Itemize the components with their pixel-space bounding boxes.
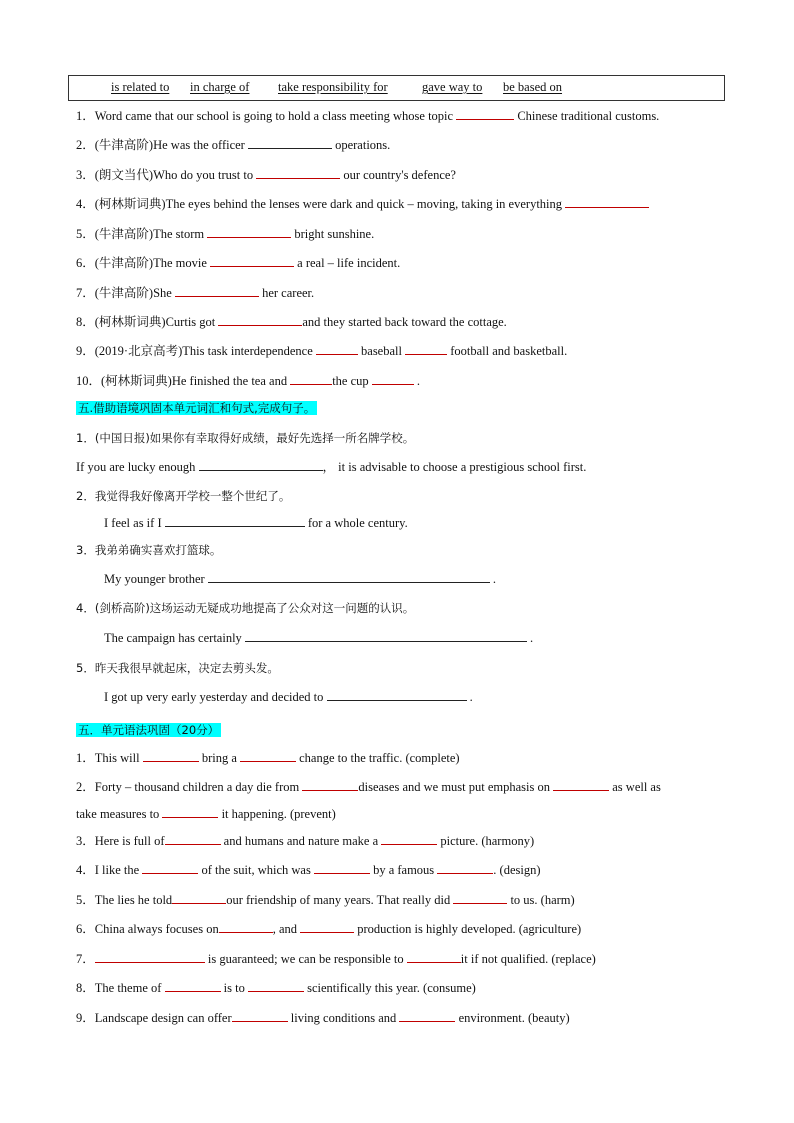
answer-blank[interactable] (553, 778, 609, 791)
answer-blank[interactable] (565, 195, 649, 208)
chinese-prompt: 3．我弟弟确实喜欢打篮球。 (76, 543, 222, 557)
grammar-question: 9．Landscape design can offer living conditions and environment. (beauty) (76, 1011, 570, 1025)
answer-blank[interactable] (143, 749, 199, 762)
grammar-question: 7． is guaranteed; we can be responsible to it if not qualified. (replace) (76, 952, 596, 966)
grammar-question: 1．This will bring a change to the traffic. (complete) (76, 751, 460, 765)
answer-blank[interactable] (302, 778, 358, 791)
chinese-prompt: 5．昨天我很早就起床，决定去剪头发。 (76, 661, 279, 675)
translation-line: I feel as if I for a whole century. (104, 516, 408, 530)
question-line: 5．(牛津高阶)The storm bright sunshine. (76, 227, 375, 241)
answer-blank[interactable] (232, 1009, 288, 1022)
section-heading: 五.借助语境巩固本单元词汇和句式,完成句子。 (78, 401, 316, 415)
answer-blank[interactable] (399, 1009, 455, 1022)
section-heading: 五．单元语法巩固（20分） (78, 723, 220, 737)
answer-blank[interactable] (314, 861, 370, 874)
answer-blank[interactable] (95, 950, 205, 963)
chinese-prompt: 2．我觉得我好像离开学校一整个世纪了。 (76, 489, 291, 503)
grammar-question: 5．The lies he told our friendship of many years. That really did to us. (harm) (76, 893, 575, 907)
grammar-question: 3．Here is full of and humans and nature make a picture. (harmony) (76, 834, 535, 848)
answer-blank[interactable] (407, 950, 461, 963)
word-bank-box (68, 75, 725, 101)
chinese-prompt: 4．(剑桥高阶)这场运动无疑成功地提高了公众对这一问题的认识。 (76, 601, 415, 615)
translation-line: The campaign has certainly . (104, 631, 534, 645)
answer-blank[interactable] (172, 891, 226, 904)
answer-blank[interactable] (165, 832, 221, 845)
answer-blank[interactable] (456, 107, 514, 120)
question-line: 9．(2019·北京高考)This task interdependence baseball football and basketball. (76, 344, 568, 358)
answer-blank[interactable] (219, 920, 273, 933)
answer-blank[interactable] (453, 891, 507, 904)
answer-blank[interactable] (248, 136, 332, 149)
question-line: 4．(柯林斯词典)The eyes behind the lenses were dark and quick – moving, taking in everything (76, 195, 649, 212)
grammar-question: 8．The theme of is to scientifically this year. (consume) (76, 981, 476, 995)
answer-blank[interactable] (256, 166, 340, 179)
translation-line: My younger brother . (104, 572, 497, 586)
answer-blank[interactable] (300, 920, 354, 933)
answer-blank[interactable] (372, 372, 414, 385)
translation-line: If you are lucky enough ， it is advisable to choose a prestigious school first. (76, 460, 587, 474)
grammar-question-continued: take measures to it happening. (prevent) (76, 807, 336, 821)
grammar-question: 4．I like the of the suit, which was by a famous . (design) (76, 863, 541, 877)
answer-blank[interactable] (405, 342, 447, 355)
answer-blank[interactable] (290, 372, 332, 385)
question-line: 10．(柯林斯词典)He finished the tea and the cup . (76, 374, 421, 388)
grammar-question: 6．China always focuses on , and production is highly developed. (agriculture) (76, 922, 582, 936)
answer-blank[interactable] (327, 688, 467, 701)
answer-blank[interactable] (210, 254, 294, 267)
answer-blank[interactable] (175, 284, 259, 297)
answer-blank[interactable] (245, 629, 527, 642)
answer-blank[interactable] (208, 570, 490, 583)
chinese-prompt: 1．(中国日报)如果你有幸取得好成绩，最好先选择一所名牌学校。 (76, 431, 415, 445)
word-bank-phrase: in charge of (190, 80, 250, 94)
word-bank-phrase: is related to (111, 80, 170, 94)
answer-blank[interactable] (207, 225, 291, 238)
answer-blank[interactable] (199, 458, 323, 471)
question-line: 2．(牛津高阶)He was the officer operations. (76, 138, 391, 152)
answer-blank[interactable] (240, 749, 296, 762)
grammar-question: 2．Forty – thousand children a day die from diseases and we must put emphasis on as well as (76, 780, 661, 794)
word-bank-phrase: take responsibility for (278, 80, 388, 94)
answer-blank[interactable] (165, 979, 221, 992)
answer-blank[interactable] (142, 861, 198, 874)
word-bank-phrase: gave way to (422, 80, 483, 94)
question-line: 1．Word came that our school is going to hold a class meeting whose topic Chinese traditional customs. (76, 109, 660, 123)
answer-blank[interactable] (218, 313, 302, 326)
word-bank-phrase: be based on (503, 80, 563, 94)
question-line: 6．(牛津高阶)The movie a real – life incident. (76, 256, 401, 270)
answer-blank[interactable] (248, 979, 304, 992)
answer-blank[interactable] (437, 861, 493, 874)
answer-blank[interactable] (316, 342, 358, 355)
answer-blank[interactable] (162, 805, 218, 818)
question-line: 7．(牛津高阶)She her career. (76, 286, 315, 300)
question-line: 3．(朗文当代)Who do you trust to our country's defence? (76, 168, 456, 182)
translation-line: I got up very early yesterday and decided to . (104, 690, 473, 704)
answer-blank[interactable] (165, 514, 305, 527)
answer-blank[interactable] (381, 832, 437, 845)
question-line: 8．(柯林斯词典)Curtis got and they started back toward the cottage. (76, 315, 507, 329)
